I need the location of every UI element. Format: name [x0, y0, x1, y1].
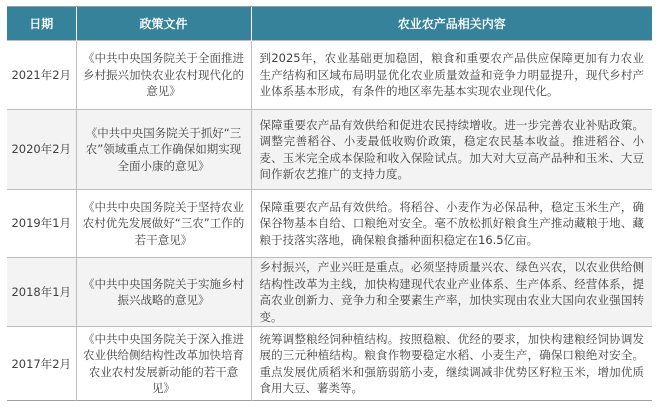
row-policy: 《中共中央国务院关于抓好“三农”领域重点工作确保如期实现全面小康的意见》 [76, 110, 251, 190]
row-content: 保障重要农产品有效供给。将稻谷、小麦作为必保品种，稳定玉米生产，确保谷物基本自给、口粮绝对安全。毫不放松抓好粮食生产推动藏粮于地、藏粮于技落实落地，确保粮食播种面积稳定在16.5亿亩。 [251, 190, 652, 258]
row-policy: 《中共中央国务院关于深入推进农业供给侧结构性改革加快培育农业农村发展新动能的若干意见》 [76, 327, 251, 401]
row-content: 保障重要农产品有效供给和促进农民持续增收。进一步完善农业补贴政策。调整完善稻谷、小麦最低收购价政策，稳定农民基本收益。推进稻谷、小麦、玉米完全成本保险和收入保险试点。加大对大豆高产品种和玉米、大豆间作新农艺推广的支持力度。 [251, 110, 652, 190]
table-row [7, 110, 652, 190]
table-header-row [7, 7, 652, 41]
policy-table-container [7, 6, 652, 401]
row-date: 2020年2月 [7, 110, 76, 190]
table-row [7, 41, 652, 110]
header-content: 农业农产品相关内容 [251, 7, 652, 41]
table-row [7, 258, 652, 327]
row-content: 统筹调整粮经饲种植结构。按照稳粮、优经的要求，加快构建粮经饲协调发展的三元种植结构。粮食作物要稳定水稻、小麦生产，确保口粮绝对安全。重点发展优质稻米和强筋弱筋小麦，继续调减非优势区籽粒玉米，增加优质食用大豆、薯类等。 [251, 327, 652, 401]
row-date: 2019年1月 [7, 190, 76, 258]
table-row [7, 190, 652, 258]
row-date: 2018年1月 [7, 258, 76, 327]
row-date: 2021年2月 [7, 41, 76, 110]
row-policy: 《中共中央国务院关于实施乡村振兴战略的意见》 [76, 258, 251, 327]
row-policy: 《中共中央国务院关于全面推进乡村振兴加快农业农村现代化的意见》 [76, 41, 251, 110]
row-policy: 《中共中央国务院关于坚持农业农村优先发展做好“三农”工作的若干意见》 [76, 190, 251, 258]
policy-table [7, 7, 652, 401]
row-content: 乡村振兴，产业兴旺是重点。必须坚持质量兴农、绿色兴农，以农业供给侧结构性改革为主线，加快构建现代农业产业体系、生产体系、经营体系，提高农业创新力、竞争力和全要素生产率，加快实现由农业大国向农业强国转变。 [251, 258, 652, 327]
header-date: 日期 [7, 7, 76, 41]
header-policy: 政策文件 [76, 7, 251, 41]
table-row [7, 327, 652, 401]
row-content: 到2025年，农业基础更加稳固，粮食和重要农产品供应保障更加有力农业生产结构和区域布局明显优化农业质量效益和竞争力明显提升，现代乡村产业体系基本形成，有条件的地区率先基本实现农业现代化。 [251, 41, 652, 110]
row-date: 2017年2月 [7, 327, 76, 401]
